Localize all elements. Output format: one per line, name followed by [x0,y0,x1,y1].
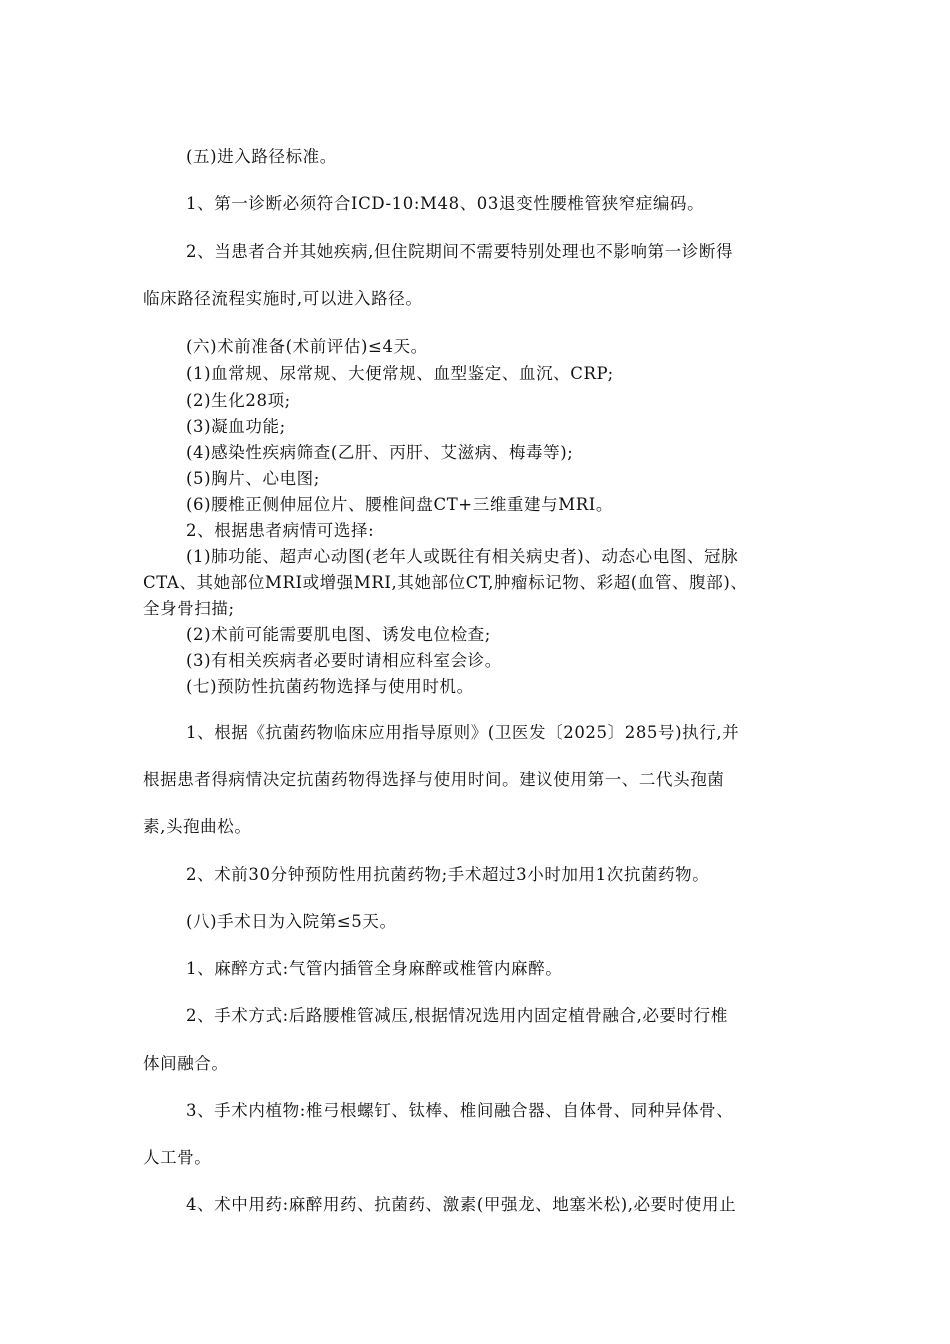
section-heading-8: (八)手术日为入院第≤5天。 [186,912,397,931]
paragraph-line: 体间融合。 [143,1054,229,1073]
section-heading-7: (七)预防性抗菌药物选择与使用时机。 [186,677,474,696]
paragraph-line: 1、根据《抗菌药物临床应用指导原则》(卫医发〔2025〕285号)执行,并 [186,723,740,742]
list-item-continuation: CTA、其她部位MRI或增强MRI,其她部位CT,肿瘤标记物、彩超(血管、腹部)、 [143,573,748,592]
list-item: (1)肺功能、超声心动图(老年人或既往有相关病史者)、动态心电图、冠脉 [186,547,739,566]
paragraph-line: 2、手术方式:后路腰椎管减压,根据情况选用内固定植骨融合,必要时行椎 [186,1006,728,1025]
paragraph-line: 3、手术内植物:椎弓根螺钉、钛棒、椎间融合器、自体骨、同种异体骨、 [186,1101,734,1120]
list-item: (4)感染性疾病筛查(乙肝、丙肝、艾滋病、梅毒等); [186,443,574,462]
paragraph-line: 1、麻醉方式:气管内插管全身麻醉或椎管内麻醉。 [186,959,563,978]
section-heading-5: (五)进入路径标准。 [186,147,337,166]
list-item-continuation: 全身骨扫描; [143,599,235,618]
paragraph-line: 人工骨。 [143,1148,212,1167]
paragraph-line: 根据患者得病情决定抗菌药物得选择与使用时间。建议使用第一、二代头孢菌 [143,770,725,789]
list-item: (6)腰椎正侧伸屈位片、腰椎间盘CT+三维重建与MRI。 [186,495,613,514]
list-item: (3)凝血功能; [186,417,286,436]
paragraph-line: 1、第一诊断必须符合ICD-10:M48、03退变性腰椎管狭窄症编码。 [186,194,705,213]
paragraph-line: 2、当患者合并其她疾病,但住院期间不需要特别处理也不影响第一诊断得 [186,242,734,261]
list-item: (3)有相关疾病者必要时请相应科室会诊。 [186,651,502,670]
paragraph-line: 临床路径流程实施时,可以进入路径。 [143,289,423,308]
paragraph-line: 4、术中用药:麻醉用药、抗菌药、激素(甲强龙、地塞米松),必要时使用止 [186,1195,737,1214]
list-item: (1)血常规、尿常规、大便常规、血型鉴定、血沉、CRP; [186,364,614,383]
paragraph-line: 2、术前30分钟预防性用抗菌药物;手术超过3小时加用1次抗菌药物。 [186,865,710,884]
section-heading-6: (六)术前准备(术前评估)≤4天。 [186,337,428,356]
list-item: (2)生化28项; [186,391,291,410]
list-item: (5)胸片、心电图; [186,469,320,488]
paragraph-line: 2、根据患者病情可选择: [186,521,375,540]
list-item: (2)术前可能需要肌电图、诱发电位检查; [186,625,491,644]
paragraph-line: 素,头孢曲松。 [143,817,252,836]
